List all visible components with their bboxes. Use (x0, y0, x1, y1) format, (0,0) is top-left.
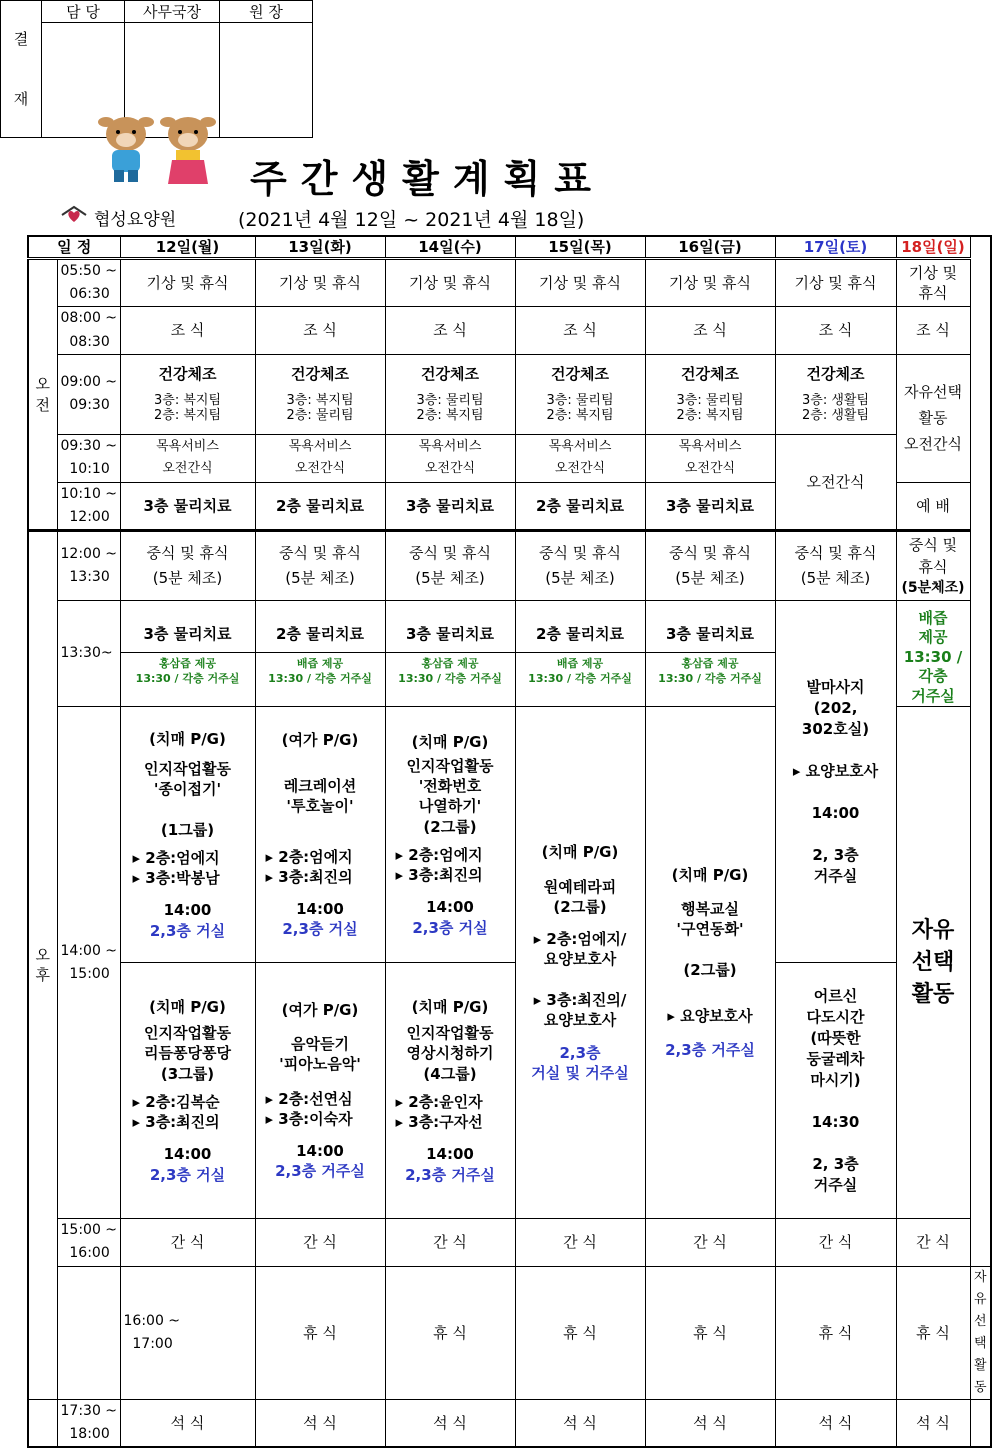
cell-therapy-juice (645, 600, 775, 707)
cell-therapy-juice (385, 600, 515, 707)
program-name: 인지작업활동 영상시청하기 (4그룹) (406, 1024, 494, 1083)
cell-exercise (120, 354, 255, 434)
day-header: 15일(목) (515, 236, 645, 259)
day-header: 16일(금) (645, 236, 775, 259)
program-time: 14:00 (426, 898, 474, 917)
therapy-label: 3층 물리치료 (405, 625, 495, 644)
program-location: 2,3층 거주실 (665, 1041, 755, 1060)
cell-bath: 목욕서비스 오전간식 (385, 434, 515, 482)
schedule-header: 일 정 (28, 236, 120, 259)
program-type: (치매 P/G) (541, 843, 619, 862)
cell-snack: 간 식 (120, 1219, 255, 1266)
program-location: 2,3층 거실 (412, 918, 488, 937)
exercise-label: 건강체조 (551, 365, 609, 384)
cell-therapy-juice (515, 600, 645, 707)
cell-sunday-free: 자유 선택 활동 (896, 707, 970, 1219)
program-name: 인지작업활동 '전화번호 나열하기' (2그룹) (406, 756, 494, 836)
cell-exercise (645, 354, 775, 434)
cell-therapy: 2층 물리치료 (255, 482, 385, 530)
juice-label: 배즙 제공 13:30 / 각층 거주실 (256, 652, 385, 691)
time-cell: 10:10 ~ 12:00 (57, 482, 120, 530)
exercise-label: 건강체조 (291, 365, 349, 384)
cell-exercise (515, 354, 645, 434)
program-name: 행복교실 '구연동화' (2그룹) (676, 900, 744, 979)
cell-sunday-morning: 자유선택 활동 오전간식 (896, 354, 970, 482)
exercise-label: 건강체조 (681, 365, 739, 384)
cell-breakfast: 조 식 (896, 307, 970, 354)
cell-sunday-lunch (896, 530, 970, 600)
exercise-label: 건강체조 (158, 365, 217, 384)
cell-snack: 간 식 (896, 1219, 970, 1266)
time-cell: 12:00 ~ 13:30 (57, 530, 120, 600)
cell-sunday-juice: 배즙 제공 13:30 / 각층 거주실 (896, 600, 970, 707)
program-name: 인지작업활동 리듬퐁당퐁당 (3그룹) (144, 1024, 231, 1083)
program-time: 14:00 (163, 1145, 212, 1164)
juice-label: 홍삼즙 제공 13:30 / 각층 거주실 (646, 652, 775, 691)
program-staff: ▸ 2층:엄에지 ▸ 3층:박봉남 (132, 848, 220, 888)
cell-saturday-snack: 오전간식 (775, 434, 896, 530)
cell-therapy: 2층 물리치료 (515, 482, 645, 530)
program-time: 14:00 (163, 901, 212, 920)
team-label: 3층: 생활팀 2층: 생활팀 (801, 392, 869, 424)
cell-rest: 휴 식 (775, 1266, 896, 1400)
program-cell (385, 963, 515, 1219)
day-header: 14일(수) (385, 236, 515, 259)
program-time: 14:00 (296, 900, 344, 919)
schedule-table (27, 235, 992, 1448)
cell-lunch: 중식 및 휴식 (5분 체조) (255, 530, 385, 600)
time-cell: 08:00 ~ 08:30 (57, 307, 120, 354)
team-label: 3층: 물리팀 2층: 복지팀 (676, 392, 744, 424)
cell-breakfast: 조 식 (255, 307, 385, 354)
role-secretary: 사무국장 (125, 1, 220, 23)
cell-rest: 휴 식 (896, 1266, 970, 1400)
cell-rest: 휴 식 (385, 1266, 515, 1400)
cell-bath: 목욕서비스 오전간식 (645, 434, 775, 482)
program-cell (255, 963, 385, 1219)
cell-lunch: 중식 및 휴식 (5분 체조) (120, 530, 255, 600)
cell-therapy: 3층 물리치료 (385, 482, 515, 530)
cell-exercise (255, 354, 385, 434)
program-type: (치매 P/G) (671, 865, 749, 884)
program-time: 14:00 (296, 1142, 344, 1161)
program-cell-friday (645, 707, 775, 1219)
program-staff: ▸ 2층:엄에지 ▸ 3층:최진의 (395, 845, 483, 885)
cell-wake: 기상 및 휴식 (775, 259, 896, 307)
cell-sunday-rest: 자유선택 활동 (970, 1266, 991, 1400)
sunday-lunch-exercise: (5분체조) (901, 579, 965, 596)
therapy-label: 3층 물리치료 (665, 625, 755, 644)
time-cell: 15:00 ~ 16:00 (57, 1219, 120, 1266)
juice-label: 홍삼즙 제공 13:30 / 각층 거주실 (386, 652, 515, 691)
cell-breakfast: 조 식 (645, 307, 775, 354)
cell-snack: 간 식 (645, 1219, 775, 1266)
cell-bath: 목욕서비스 오전간식 (120, 434, 255, 482)
exercise-label: 건강체조 (806, 365, 865, 384)
program-cell-thursday (515, 707, 645, 1219)
time-cell: 17:30 ~ 18:00 (57, 1400, 120, 1448)
juice-label: 홍삼즙 제공 13:30 / 각층 거주실 (121, 652, 255, 691)
cell-bath: 목욕서비스 오전간식 (515, 434, 645, 482)
program-cell (385, 707, 515, 963)
cell-saturday-tea: 어르신 다도시간 (따뜻한 둥굴레차 마시기) 14:30 2, 3층 거주실 (775, 963, 896, 1219)
cell-wake: 기상 및 휴식 (255, 259, 385, 307)
team-label: 3층: 복지팀 2층: 물리팀 (286, 392, 354, 424)
program-type: (치매 P/G) (149, 729, 226, 748)
cell-dinner: 석 식 (515, 1400, 645, 1448)
program-staff: ▸ 2층:김복순 ▸ 3층:최진의 (132, 1092, 220, 1132)
role-manager: 담 당 (42, 1, 125, 23)
cell-rest: 휴 식 (645, 1266, 775, 1400)
time-cell: 09:30 ~ 10:10 (57, 434, 120, 482)
cell-therapy-juice (120, 600, 255, 707)
cell-breakfast: 조 식 (775, 307, 896, 354)
therapy-label: 2층 물리치료 (535, 625, 625, 644)
cell-lunch: 중식 및 휴식 (5분 체조) (645, 530, 775, 600)
program-staff: ▸ 요양보호사 (667, 1007, 753, 1026)
time-cell: 13:30~ (57, 600, 120, 707)
team-label: 3층: 복지팀 2층: 복지팀 (153, 392, 221, 424)
cell-therapy: 3층 물리치료 (645, 482, 775, 530)
cell-wake: 기상 및 휴식 (515, 259, 645, 307)
program-type: (여가 P/G) (281, 1000, 359, 1019)
day-header: 13일(화) (255, 236, 385, 259)
cell-snack: 간 식 (515, 1219, 645, 1266)
program-location: 2,3층 거실 및 거주실 (531, 1044, 629, 1082)
team-label: 3층: 물리팀 2층: 복지팀 (546, 392, 614, 424)
program-staff: ▸ 2층:선연심 ▸ 3층:이숙자 (265, 1089, 353, 1128)
org-name (60, 205, 176, 230)
cell-breakfast: 조 식 (385, 307, 515, 354)
approval-label: 결 재 (1, 1, 42, 138)
cell-breakfast: 조 식 (120, 307, 255, 354)
cell-therapy-juice (255, 600, 385, 707)
program-location: 2,3층 거실 (282, 920, 358, 939)
day-header-sunday: 18일(일) (896, 236, 970, 259)
program-type: (치매 P/G) (149, 997, 226, 1016)
cell-lunch: 중식 및 휴식 (5분 체조) (515, 530, 645, 600)
cell-snack: 간 식 (775, 1219, 896, 1266)
program-cell (120, 707, 255, 963)
cell-exercise (385, 354, 515, 434)
period-text: (2021년 4월 12일 ~ 2021년 4월 18일) (238, 209, 585, 231)
cell-dinner: 석 식 (385, 1400, 515, 1448)
day-header-saturday: 17일(토) (775, 236, 896, 259)
program-cell (255, 707, 385, 963)
period-pm: 오 후 (28, 530, 57, 1399)
time-cell: 05:50 ~ 06:30 (57, 259, 120, 307)
juice-label: 배즙 제공 13:30 / 각층 거주실 (516, 652, 645, 691)
cell-saturday-massage: 발마사지 (202, 302호실) ▸ 요양보호사 14:00 2, 3층 거주실 (775, 600, 896, 963)
cell-wake: 기상 및 휴식 (645, 259, 775, 307)
program-location: 2,3층 거주실 (405, 1165, 495, 1184)
exercise-label: 건강체조 (421, 365, 479, 384)
cell-dinner: 석 식 (645, 1400, 775, 1448)
cell-snack: 간 식 (255, 1219, 385, 1266)
program-location: 2,3층 거주실 (275, 1162, 365, 1181)
program-name: 음악듣기 '피아노음악' (279, 1035, 361, 1074)
heart-house-icon (60, 205, 88, 230)
mascot-illustration (92, 112, 227, 196)
program-type: (치매 P/G) (411, 732, 489, 751)
period-am: 오 전 (28, 259, 57, 531)
cell-lunch: 중식 및 휴식 (5분 체조) (385, 530, 515, 600)
program-type: (치매 P/G) (411, 997, 489, 1016)
cell-rest: 휴 식 (255, 1266, 385, 1400)
cell-wake: 기상 및 휴식 (120, 259, 255, 307)
program-location: 2,3층 거실 (149, 1165, 226, 1184)
cell-dinner: 석 식 (775, 1400, 896, 1448)
day-header: 12일(월) (120, 236, 255, 259)
cell-dinner: 석 식 (255, 1400, 385, 1448)
team-label: 3층: 물리팀 2층: 복지팀 (416, 392, 484, 424)
time-cell: 14:00 ~ 15:00 (57, 707, 120, 1219)
cell-dinner: 석 식 (120, 1400, 255, 1448)
time-cell: 16:00 ~ 17:00 (120, 1266, 255, 1400)
program-name: 레크레이션 '투호놀이' (283, 777, 357, 816)
program-staff: ▸ 2층:엄에지/ 요양보호사 ▸ 3층:최진의/ 요양보호사 (533, 930, 627, 1030)
program-location: 2,3층 거실 (149, 921, 226, 940)
program-name: 인지작업활동 '종이접기' (1그룹) (144, 759, 231, 839)
role-director: 원 장 (220, 1, 313, 23)
program-cell (120, 963, 255, 1219)
cell-bath: 목욕서비스 오전간식 (255, 434, 385, 482)
therapy-label: 3층 물리치료 (143, 625, 232, 644)
program-staff: ▸ 2층:윤인자 ▸ 3층:구자선 (395, 1092, 483, 1132)
sign-box-director[interactable] (220, 23, 313, 138)
cell-breakfast: 조 식 (515, 307, 645, 354)
program-name: 원예테라피 (2그룹) (543, 877, 617, 916)
page-title: 주간생활계획표 (250, 157, 605, 201)
cell-dinner: 석 식 (896, 1400, 970, 1448)
org-label: 협성요양원 (94, 210, 177, 230)
cell-exercise (775, 354, 896, 434)
cell-wake: 기상 및 휴식 (896, 259, 970, 307)
cell-snack: 간 식 (385, 1219, 515, 1266)
program-time: 14:00 (426, 1145, 474, 1164)
sunday-lunch-text: 중식 및 휴식 (908, 535, 958, 577)
therapy-label: 2층 물리치료 (275, 625, 365, 644)
cell-therapy: 3층 물리치료 (120, 482, 255, 530)
time-cell: 09:00 ~ 09:30 (57, 354, 120, 434)
cell-worship: 예 배 (896, 482, 970, 530)
cell-rest: 휴 식 (515, 1266, 645, 1400)
cell-lunch: 중식 및 휴식 (5분 체조) (775, 530, 896, 600)
program-staff: ▸ 2층:엄에지 ▸ 3층:최진의 (265, 847, 353, 886)
cell-wake: 기상 및 휴식 (385, 259, 515, 307)
program-type: (여가 P/G) (281, 730, 359, 749)
